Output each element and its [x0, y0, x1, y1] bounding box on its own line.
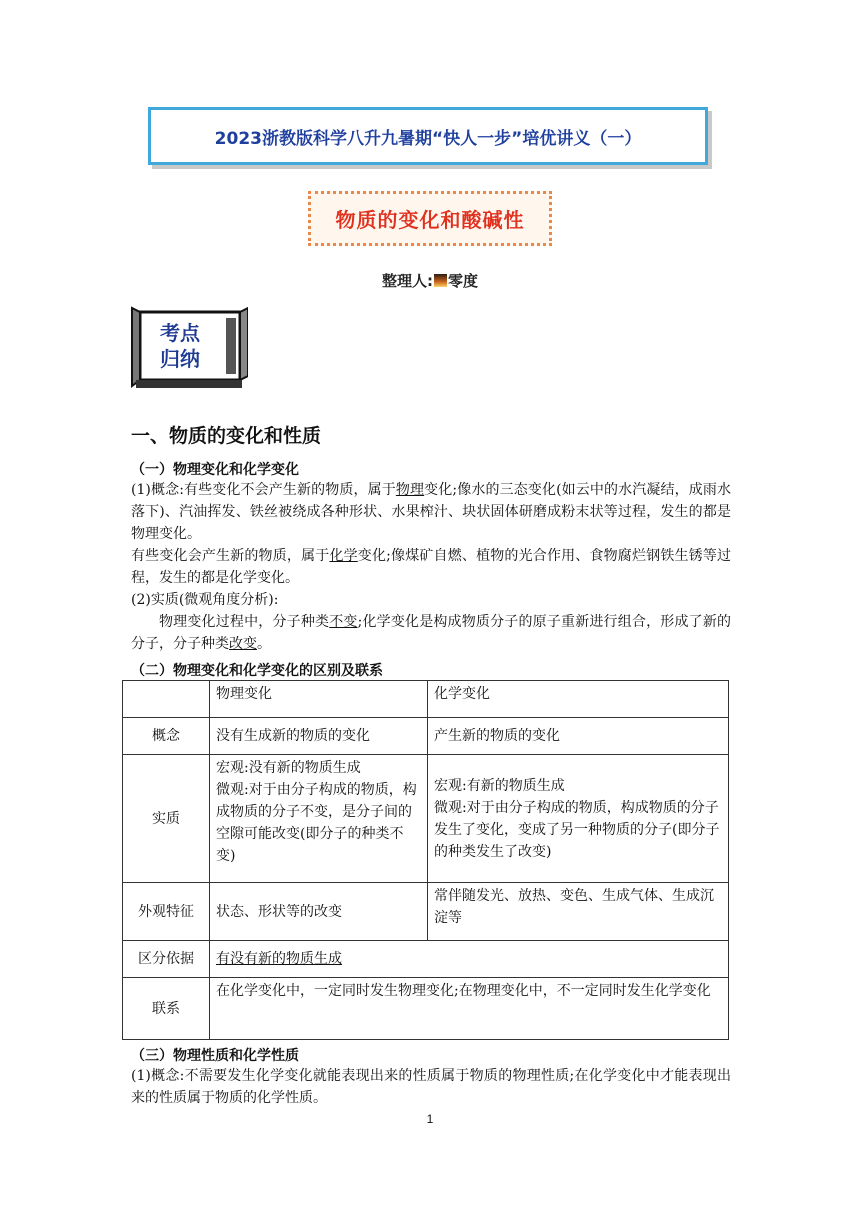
table-corner-cell — [123, 681, 210, 718]
table-col-physical: 物理变化 — [210, 681, 428, 718]
sub1-paragraph-chemical: 有些变化会产生新的物质，属于化学变化;像煤矿自燃、植物的光合作用、食物腐烂钢铁生锈等过程，发生的都是化学变化。 — [131, 548, 732, 586]
essence-physical — [210, 755, 428, 883]
organizer-avatar-icon — [434, 274, 447, 287]
sub1-heading: （一）物理变化和化学变化 — [131, 462, 299, 478]
essence-chemical — [428, 755, 729, 883]
table-row-appearance — [123, 883, 729, 941]
concept-chemical: 产生新的物质的变化 — [428, 718, 729, 755]
badge-line1: 考点 — [160, 321, 200, 345]
organizer-line — [0, 270, 860, 291]
badge-line2: 归纳 — [160, 347, 200, 371]
document-subtitle: 物质的变化和酸碱性 — [308, 191, 552, 246]
sub2-heading: （二）物理变化和化学变化的区别及联系 — [131, 663, 383, 679]
sub3-paragraph-concept: (1)概念:不需要发生化学变化就能表现出来的性质属于物质的物理性质;在化学变化中才能表现出来的性质属于物质的化学性质。 — [131, 1068, 731, 1106]
exam-points-badge — [130, 306, 248, 390]
sub3-heading: （三）物理性质和化学性质 — [131, 1048, 299, 1064]
essence-chemical-micro: 微观:对于由分子构成的物质，构成物质的分子发生了变化，变成了另一种物质的分子(即分子的种类发生了改变) — [434, 799, 720, 860]
row-label-basis: 区分依据 — [123, 941, 210, 978]
basis-value: 有没有新的物质生成 — [210, 941, 729, 978]
table-row-relation — [123, 978, 729, 1040]
row-label-appearance: 外观特征 — [123, 883, 210, 941]
table-col-chemical: 化学变化 — [428, 681, 729, 718]
table-row-concept — [123, 718, 729, 755]
essence-physical-micro: 微观:对于由分子构成的物质，构成物质的分子不变，是分子间的空隙可能改变(即分子的种类不变) — [216, 782, 417, 864]
sub1-paragraph-concept: (1)概念:有些变化不会产生新的物质，属于物理变化;像水的三态变化(如云中的水汽凝结，成雨水落下)、汽油挥发、铁丝被绕成各种形状、水果榨汁、块状固体研磨成粉末状等过程，发生的都是物理变化。 — [131, 482, 731, 542]
relation-value: 在化学变化中，一定同时发生物理变化;在物理变化中，不一定同时发生化学变化 — [210, 978, 729, 1040]
table-row-basis — [123, 941, 729, 978]
comparison-table — [122, 680, 729, 1040]
appearance-physical: 状态、形状等的改变 — [210, 883, 428, 941]
row-label-relation: 联系 — [123, 978, 210, 1040]
row-label-essence: 实质 — [123, 755, 210, 883]
sub1-paragraph-essence-label: (2)实质(微观角度分析): — [131, 592, 279, 608]
section1-heading: 一、物质的变化和性质 — [131, 425, 322, 447]
table-row-header — [123, 681, 729, 718]
appearance-chemical: 常伴随发光、放热、变色、生成气体、生成沉淀等 — [428, 883, 729, 941]
sub1-paragraph-essence: 物理变化过程中，分子种类不变;化学变化是构成物质分子的原子重新进行组合，形成了新的分子，分子种类改变。 — [131, 614, 732, 652]
organizer-name: 零度 — [447, 272, 478, 290]
organizer-label: 整理人: — [381, 272, 433, 290]
concept-physical: 没有生成新的物质的变化 — [210, 718, 428, 755]
row-label-concept: 概念 — [123, 718, 210, 755]
table-row-essence — [123, 755, 729, 883]
document-title: 2023浙教版科学八升九暑期“快人一步”培优讲义（一） — [148, 107, 708, 165]
page-number: 1 — [426, 1112, 434, 1126]
essence-chemical-macro: 宏观:有新的物质生成 — [434, 777, 565, 794]
essence-physical-macro: 宏观:没有新的物质生成 — [216, 760, 361, 776]
